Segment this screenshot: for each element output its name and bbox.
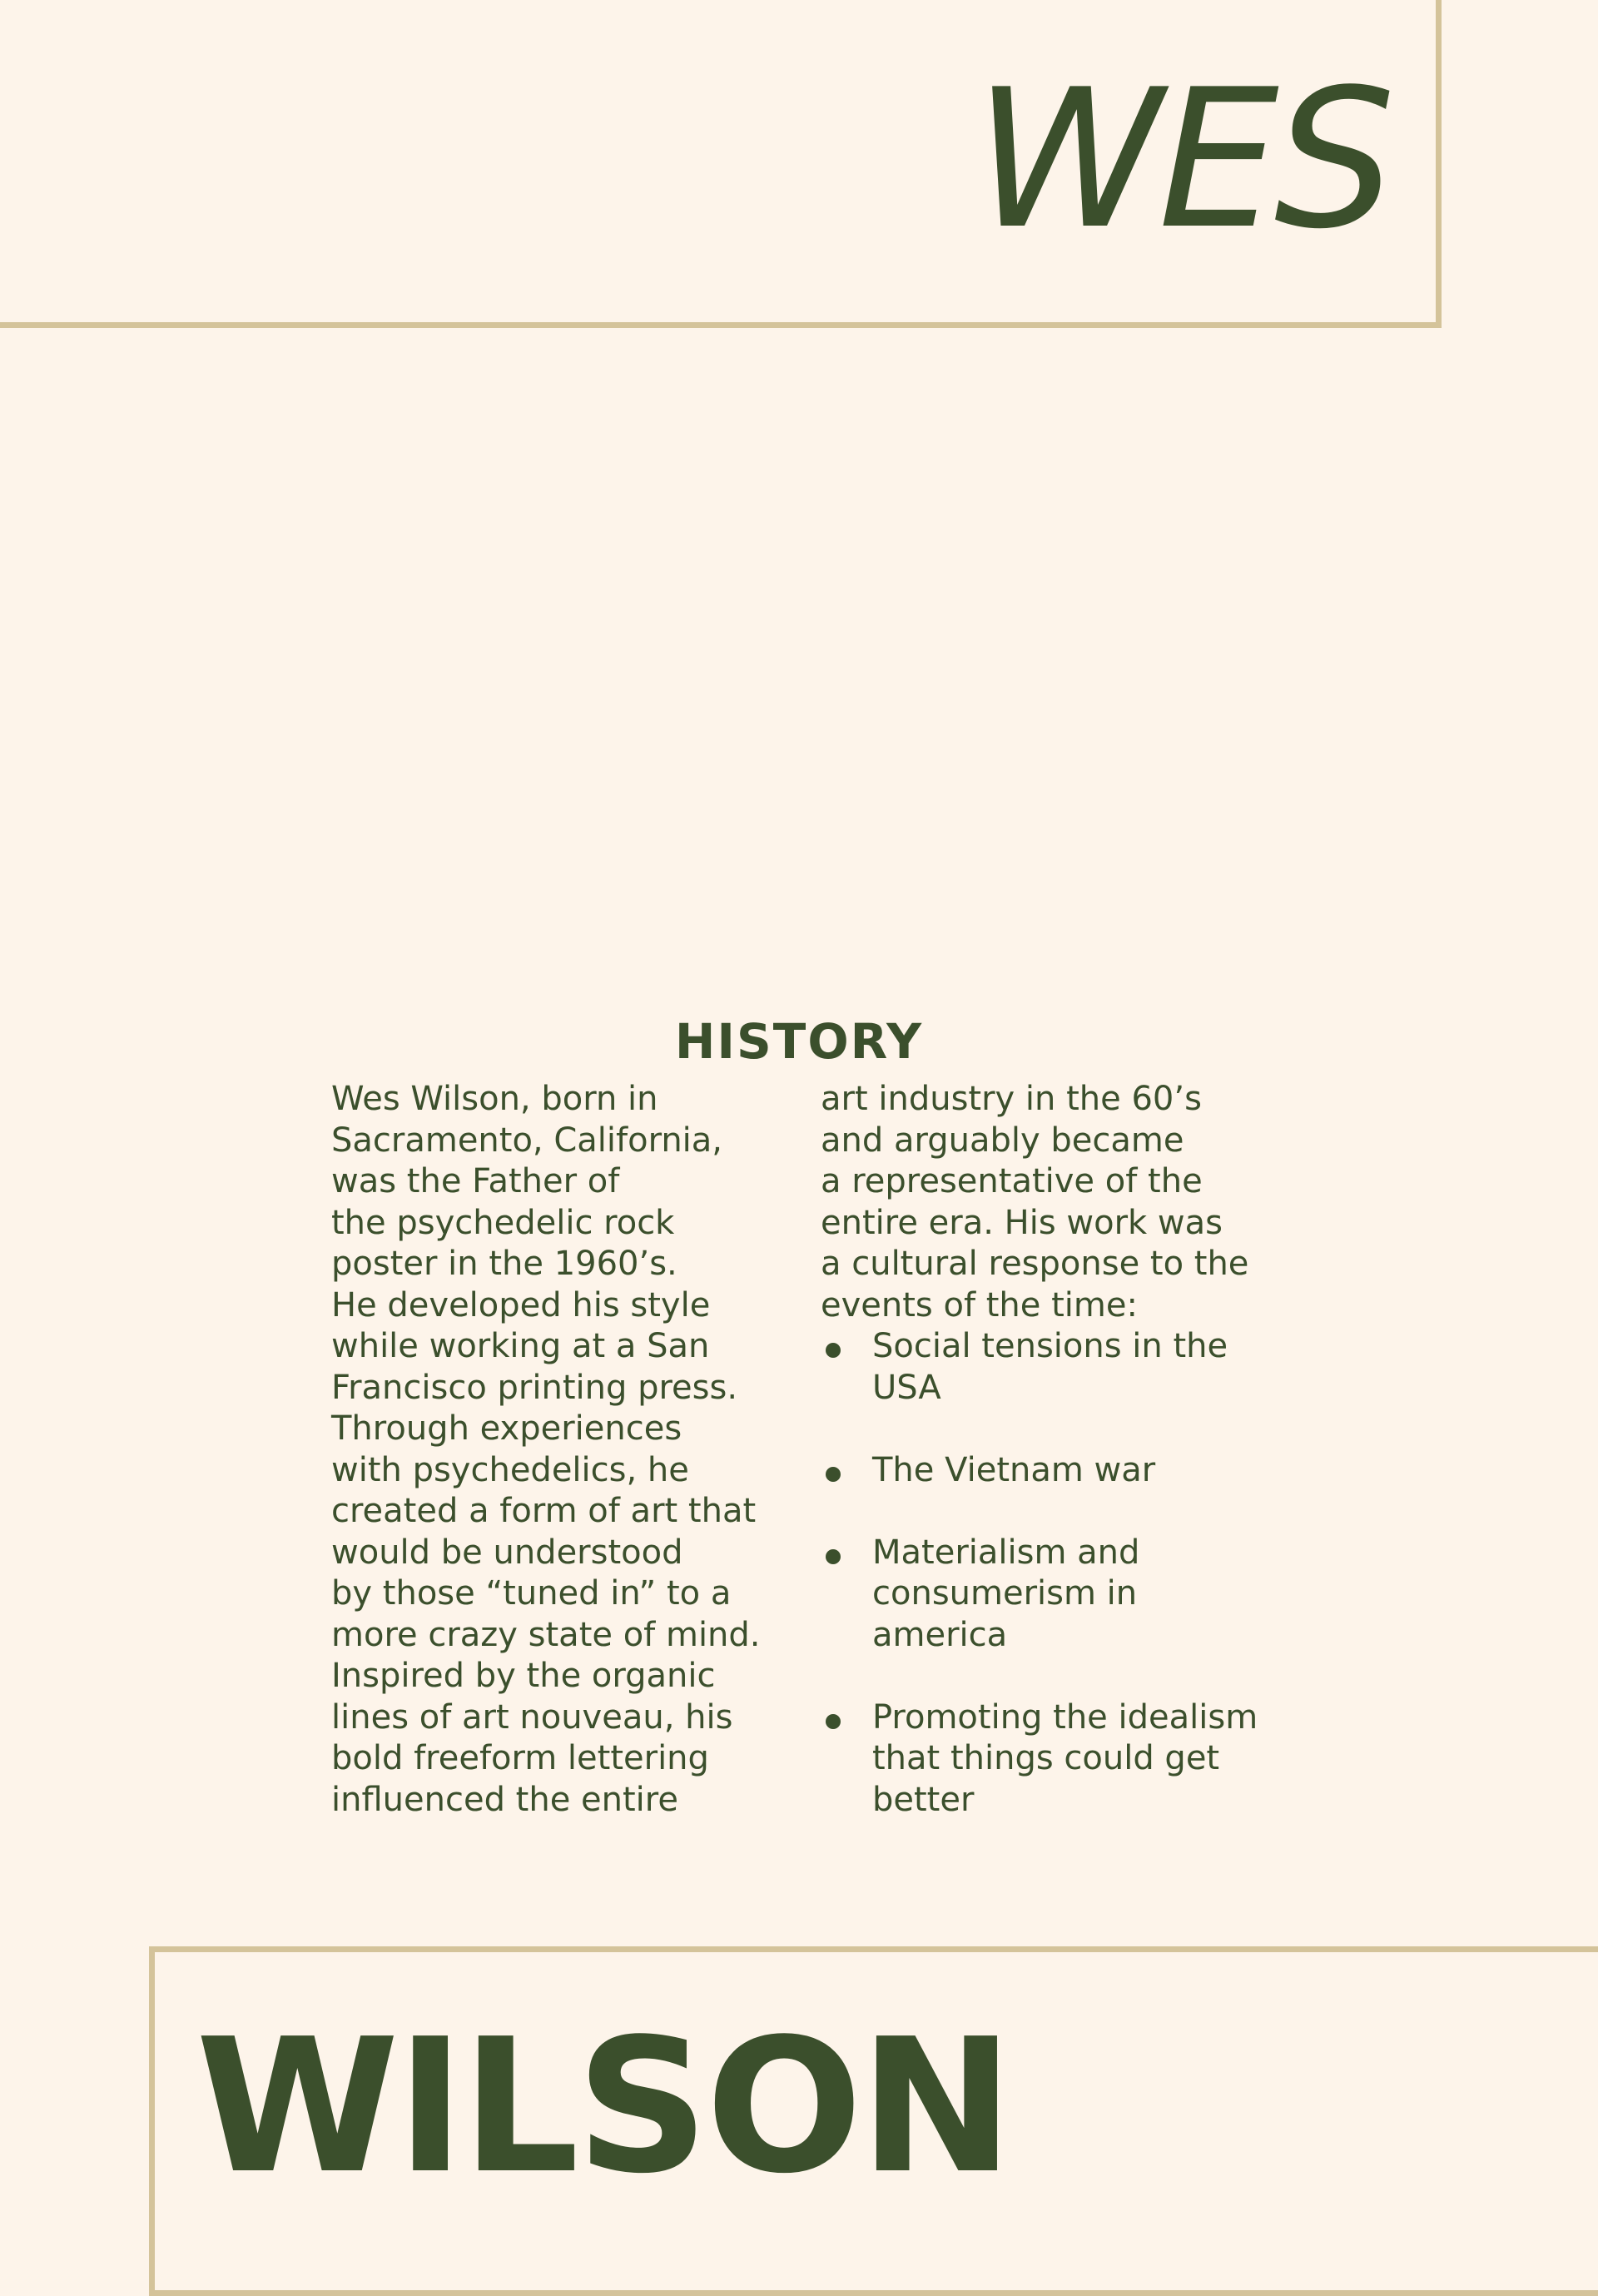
text-line: and arguably became [821,1121,1184,1160]
text-line: Through experiences [331,1409,682,1448]
bullet-dot-icon [826,1467,841,1482]
text-line: more crazy state of mind. [331,1615,761,1654]
bullet-text-line: USA [872,1368,941,1407]
bullet-dot-icon [826,1343,841,1358]
history-text-left-column [331,1079,797,1821]
bullet-text-line: better [872,1780,975,1819]
bullet-text-line: Promoting the idealism [872,1697,1258,1737]
last-name-title: WILSON [196,2000,1011,2214]
text-line: Sacramento, California, [331,1121,723,1160]
bullet-item-idealism [821,1697,1287,1821]
text-line: a representative of the [821,1162,1203,1200]
text-line: Francisco printing press. [331,1368,738,1407]
history-heading: HISTORY [674,1013,924,1070]
text-line: with psychedelics, he [331,1450,689,1489]
bullet-dot-icon [826,1549,841,1564]
bullet-text-line: The Vietnam war [872,1450,1156,1489]
text-line: bold freeform lettering [331,1739,709,1777]
text-line: events of the time: [821,1285,1138,1324]
text-line: poster in the 1960’s. [331,1245,677,1283]
text-line: art industry in the 60’s [821,1080,1202,1118]
text-line: entire era. His work was [821,1203,1223,1242]
text-line: Inspired by the organic [331,1657,716,1695]
text-line: He developed his style [331,1285,711,1324]
text-line: the psychedelic rock [331,1203,675,1242]
bullet-item-materialism [821,1533,1287,1657]
bullet-text-line: that things could get [872,1739,1220,1777]
text-line: a cultural response to the [821,1245,1249,1283]
first-name-title: WES [974,49,1391,271]
bullet-text-line: america [872,1615,1008,1654]
text-line: was the Father of [331,1162,620,1200]
text-line: would be understood [331,1533,683,1572]
history-text-right-column [821,1079,1287,1821]
bullet-item-vietnam-war [821,1450,1287,1492]
bullet-dot-icon [826,1714,841,1729]
bullet-text-line: consumerism in [872,1574,1138,1613]
text-line: influenced the entire [331,1780,678,1819]
events-bullet-list [821,1326,1287,1821]
text-line: while working at a San [331,1327,710,1365]
bullet-text-line: Materialism and [872,1533,1140,1572]
text-line: Wes Wilson, born in [331,1080,658,1118]
text-line: by those “tuned in” to a [331,1574,732,1613]
text-line: created a form of art that [331,1492,757,1530]
bullet-item-social-tensions [821,1326,1287,1409]
text-line: lines of art nouveau, his [331,1697,733,1737]
bullet-text-line: Social tensions in the [872,1327,1228,1365]
